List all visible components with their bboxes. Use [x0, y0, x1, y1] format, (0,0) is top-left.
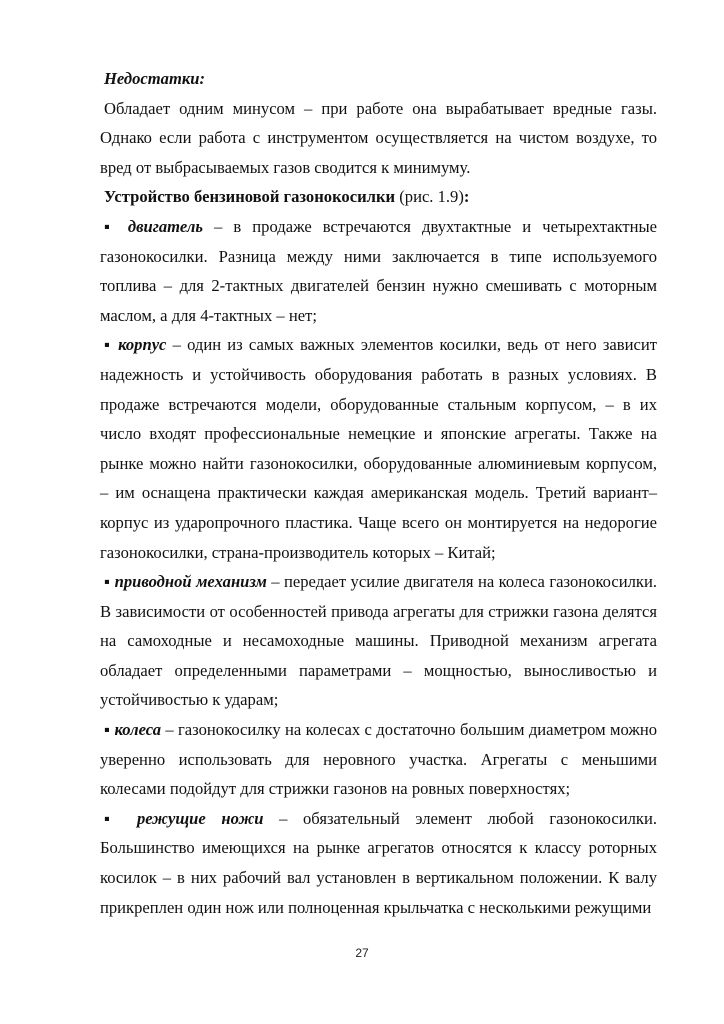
bullet-icon: ▪ [104, 572, 115, 592]
device-heading [100, 182, 657, 212]
term-wheels: колеса [114, 720, 161, 740]
term-engine: двигатель [127, 216, 203, 236]
bullet-icon: ▪ [104, 216, 128, 236]
item-text-drive: – передает усилие двигателя на колеса газонокосилки. В зависимости от особенностей привода агрегаты для стрижки газона делятся на самоходные и несамоходные машины. Приводной механизм агрегата обладает определенными параметрами – мощностью, выносливостью и устойчивостью к ударам; [100, 572, 658, 710]
item-text-body: – один из самых важных элементов косилки, ведь от него зависит надежность и устойчивость оборудования работать в разных условиях. В продаже встречаются модели, оборудованные стальным корпусом, – в их число входят профессиональные немецкие и японские агрегаты. Также на рынке можно найти газонокосилки, оборудованные алюминиевым корпусом, – им оснащена практически каждая американская модель. Третий вариант– корпус из ударопрочного пластика. Чаще всего он монтируется на недорогие газонокосилки, страна-производитель которых – Китай; [100, 335, 657, 562]
list-item-drive [100, 567, 657, 715]
disadvantages-paragraph: Обладает одним минусом – при работе она вырабатывает вредные газы. Однако если работа с инструментом осуществляется на чистом воздухе, то вред от выбрасываемых газов сводится к минимуму. [100, 98, 657, 177]
device-heading-title: Устройство бензиновой газонокосилки [104, 187, 396, 207]
list-item-wheels [100, 715, 657, 804]
page-number: 27 [355, 946, 369, 960]
list-item-blades [100, 804, 657, 922]
bullet-icon: ▪ [104, 720, 115, 740]
disadvantages-heading: Недостатки: [104, 69, 206, 88]
item-text-blades: – обязательный элемент любой газонокосилки. Большинство имеющихся на рынке агрегатов относятся к классу роторных косилок – в них рабочий вал установлен в вертикальном положении. К валу прикреплен один нож или полноценная крыльчатка с несколькими режущими [100, 808, 658, 917]
item-text-engine: – в продаже встречаются двухтактные и четырехтактные газонокосилки. Разница между ними заключается в типе используемого топлива – для 2-тактных двигателей бензин нужно смешивать с моторным маслом, а для 4-тактных – нет; [100, 216, 657, 325]
device-heading-colon: : [463, 187, 470, 207]
term-drive: приводной механизм [114, 572, 267, 592]
term-blades: режущие ножи [136, 808, 264, 828]
term-body: корпус [118, 335, 167, 355]
list-item-engine [100, 212, 657, 330]
bullet-icon: ▪ [104, 808, 137, 828]
body-text [100, 64, 657, 922]
device-heading-figure-ref: (рис. 1.9) [395, 187, 464, 207]
list-item-body [100, 330, 657, 567]
item-text-wheels: – газонокосилку на колесах с достаточно большим диаметром можно уверенно использовать для неровного участка. Агрегаты с меньшими колесами подойдут для стрижки газонов на ровных поверхностях; [100, 720, 657, 799]
bullet-icon: ▪ [104, 335, 119, 355]
